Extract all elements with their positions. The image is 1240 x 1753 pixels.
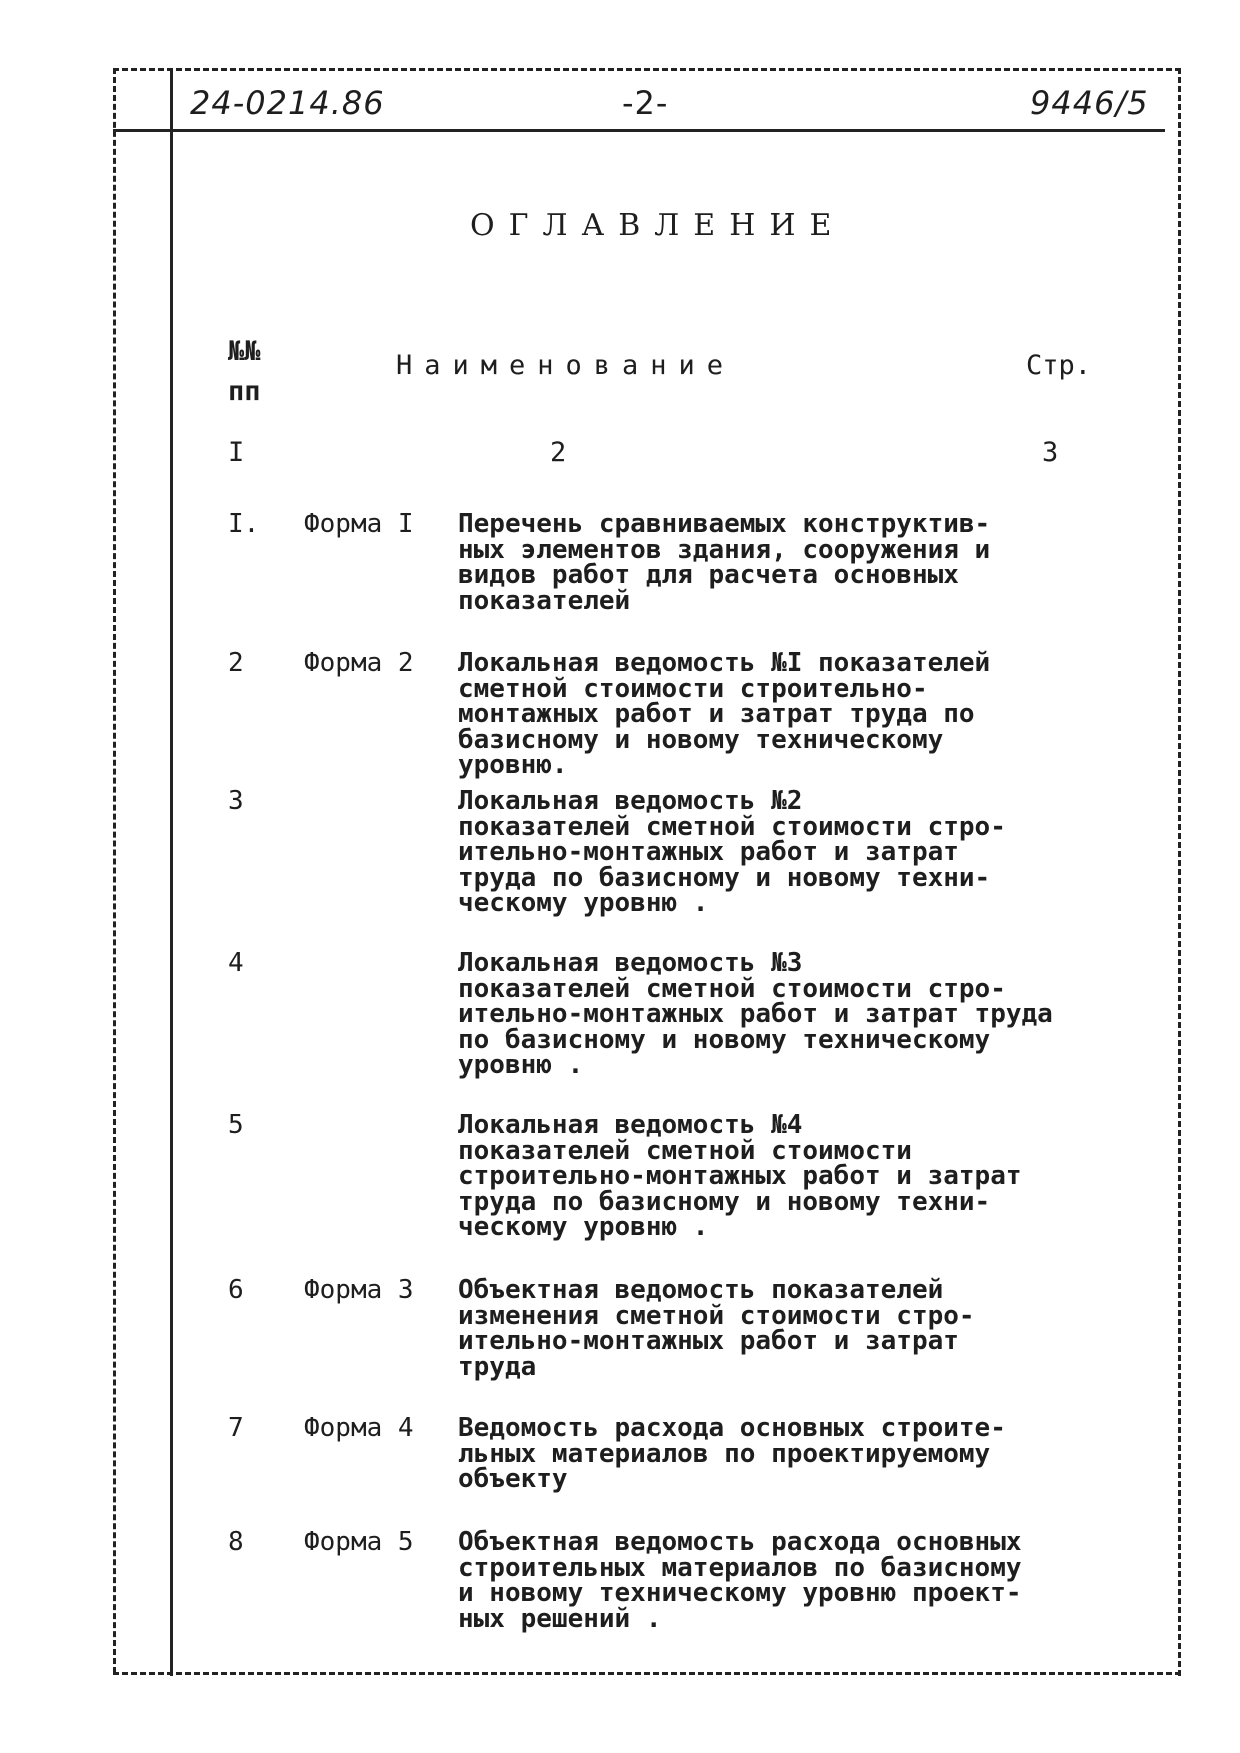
entry-title: Локальная ведомость №4 показателей сметной стоимости строительно-монтажных работ и затрат труда по базисному и новому техни- ческому уровню . xyxy=(458,1110,1022,1242)
column-index-2: 2 xyxy=(550,437,567,468)
entry-number: I. xyxy=(228,509,260,539)
entry-title: Перечень сравниваемых конструктив- ных элементов здания, сооружения и видов работ для расчета основных показателей xyxy=(458,509,991,616)
entry-title: Объектная ведомость показателей изменения сметной стоимости стро- ительно-монтажных работ и затрат труда xyxy=(458,1275,975,1382)
entry-number: 7 xyxy=(228,1413,244,1443)
column-header-number-line2: пп xyxy=(228,376,261,407)
frame-bottom-dashed-border xyxy=(113,1672,1181,1675)
column-index-3: 3 xyxy=(1042,437,1059,468)
column-header-number-line1: №№ xyxy=(228,336,261,367)
document-code: 24-0214.86 xyxy=(190,84,385,122)
document-number: 9446/5 xyxy=(1030,84,1149,122)
frame-left-solid-border xyxy=(170,68,173,1676)
entry-form: Форма 2 xyxy=(304,648,414,678)
entry-number: 3 xyxy=(228,786,244,816)
header-divider-line xyxy=(113,129,1165,132)
frame-right-dashed-border xyxy=(1178,68,1181,1676)
entry-form: Форма 4 xyxy=(304,1413,414,1443)
entry-title: Объектная ведомость расхода основных строительных материалов по базисному и новому техническому уровню проект- ных решений . xyxy=(458,1527,1022,1634)
entry-title: Локальная ведомость №2 показателей сметной стоимости стро- ительно-монтажных работ и затрат труда по базисному и новому техни- ческому уровню . xyxy=(458,786,1006,918)
entry-title: Ведомость расхода основных строите- льных материалов по проектируемому объекту xyxy=(458,1413,1006,1494)
entry-number: 5 xyxy=(228,1110,244,1140)
entry-number: 4 xyxy=(228,948,244,978)
page-title: ОГЛАВЛЕНИЕ xyxy=(470,208,846,243)
page-number: -2- xyxy=(622,84,669,122)
entry-form: Форма I xyxy=(304,509,414,539)
entry-number: 6 xyxy=(228,1275,244,1305)
frame-top-dashed-border xyxy=(113,68,1181,71)
frame-left-dashed-border xyxy=(113,68,116,1673)
entry-number: 2 xyxy=(228,648,244,678)
entry-number: 8 xyxy=(228,1527,244,1557)
column-header-name: Наименование xyxy=(396,350,736,381)
entry-title: Локальная ведомость №3 показателей сметной стоимости стро- ительно-монтажных работ и затрат труда по базисному и новому техническому уровню . xyxy=(458,948,1053,1080)
entry-form: Форма 5 xyxy=(304,1527,414,1557)
entry-title: Локальная ведомость №I показателей сметной стоимости строительно- монтажных работ и затрат труда по базисному и новому техническому уровню. xyxy=(458,648,991,780)
entry-form: Форма 3 xyxy=(304,1275,414,1305)
column-header-page: Стр. xyxy=(1026,350,1092,381)
column-index-1: I xyxy=(228,437,245,468)
